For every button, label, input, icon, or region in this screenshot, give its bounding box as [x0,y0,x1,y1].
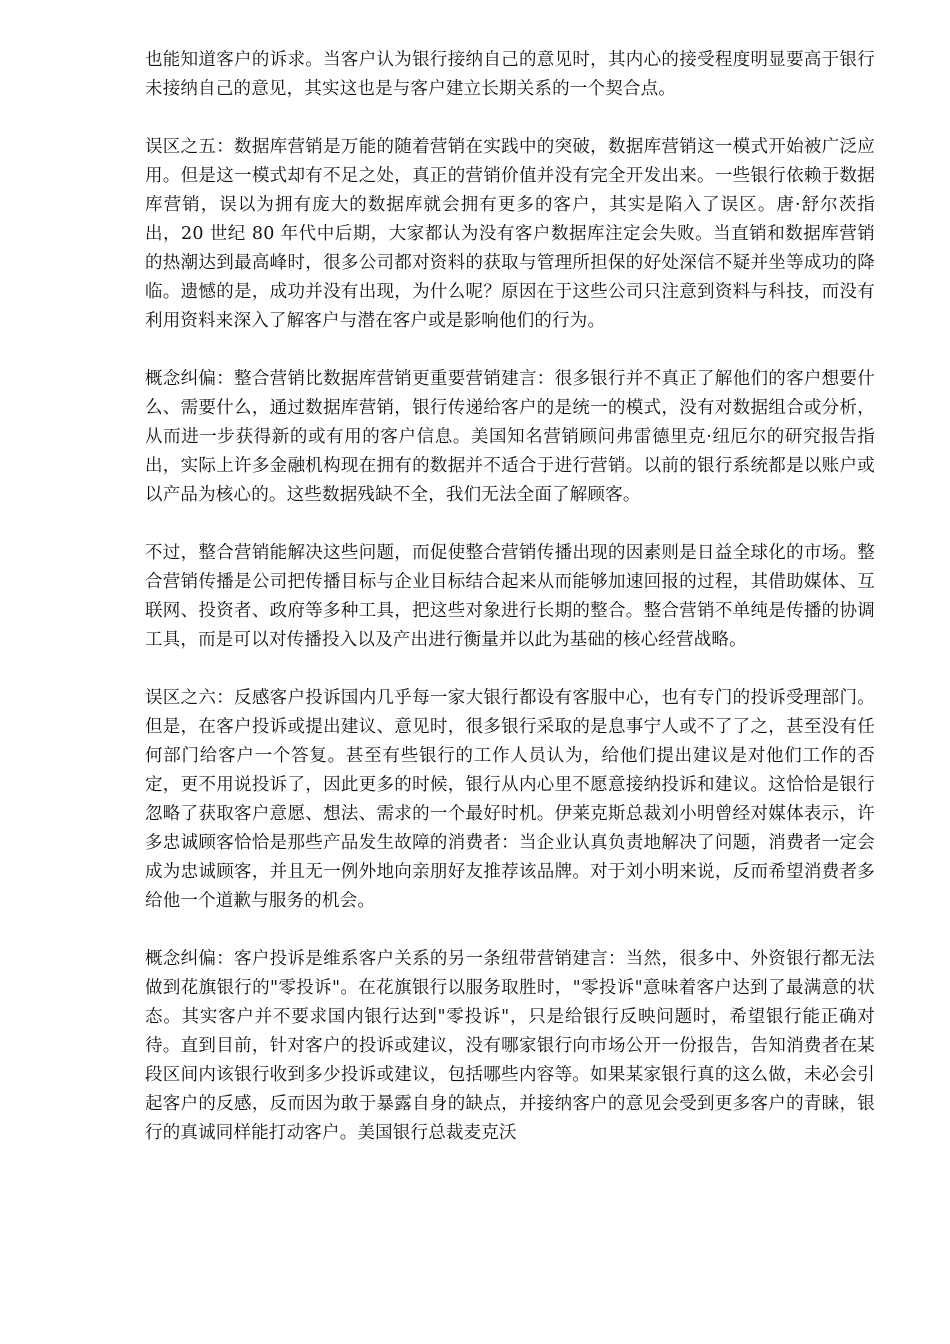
paragraph-4: 不过，整合营销能解决这些问题，而促使整合营销传播出现的因素则是日益全球化的市场。整合营销传播是公司把传播目标与企业目标结合起来从而能够加速回报的过程，其借助媒体、互联网、投资者、政府等多种工具，把这些对象进行长期的整合。整合营销不单纯是传播的协调工具，而是可以对传播投入以及产出进行衡量并以此为基础的核心经营战略。 [145,543,875,650]
document-body [145,46,875,1148]
paragraph-6: 概念纠偏：客户投诉是维系客户关系的另一条纽带营销建言：当然，很多中、外资银行都无法做到花旗银行的"零投诉"。在花旗银行以服务取胜时，"零投诉"意味着客户达到了最满意的状态。其实客户并不要求国内银行达到"零投诉"，只是给银行反映问题时，希望银行能正确对待。直到目前，针对客户的投诉或建议，没有哪家银行向市场公开一份报告，告知消费者在某段区间内该银行收到多少投诉或建议，包括哪些内容等。如果某家银行真的这么做，未必会引起客户的反感，反而因为敢于暴露自身的缺点，并接纳客户的意见会受到更多客户的青睐，银行的真诚同样能打动客户。美国银行总裁麦克沃 [145,949,875,1143]
paragraph-1: 也能知道客户的诉求。当客户认为银行接纳自己的意见时，其内心的接受程度明显要高于银行未接纳自己的意见，其实这也是与客户建立长期关系的一个契合点。 [145,50,875,99]
paragraph-3: 概念纠偏：整合营销比数据库营销更重要营销建言：很多银行并不真正了解他们的客户想要什么、需要什么，通过数据库营销，银行传递给客户的是统一的模式，没有对数据组合或分析，从而进一步获得新的或有用的客户信息。美国知名营销顾问弗雷德里克·纽厄尔的研究报告指出，实际上许多金融机构现在拥有的数据并不适合于进行营销。以前的银行系统都是以账户或以产品为核心的。这些数据残缺不全，我们无法全面了解顾客。 [145,369,875,505]
paragraph-5: 误区之六：反感客户投诉国内几乎每一家大银行都设有客服中心，也有专门的投诉受理部门。但是，在客户投诉或提出建议、意见时，很多银行采取的是息事宁人或不了了之，甚至没有任何部门给客户一个答复。甚至有些银行的工作人员认为，给他们提出建议是对他们工作的否定，更不用说投诉了，因此更多的时候，银行从内心里不愿意接纳投诉和建议。这恰恰是银行忽略了获取客户意愿、想法、需求的一个最好时机。伊莱克斯总裁刘小明曾经对媒体表示，许多忠诚顾客恰恰是那些产品发生故障的消费者：当企业认真负责地解决了问题，消费者一定会成为忠诚顾客，并且无一例外地向亲朋好友推荐该品牌。对于刘小明来说，反而希望消费者多给他一个道歉与服务的机会。 [145,688,875,911]
paragraph-2: 误区之五：数据库营销是万能的随着营销在实践中的突破，数据库营销这一模式开始被广泛应用。但是这一模式却有不足之处，真正的营销价值并没有完全开发出来。一些银行依赖于数据库营销，误以为拥有庞大的数据库就会拥有更多的客户，其实是陷入了误区。唐·舒尔茨指出，20 世纪 80 年代中后期，大家都认为没有客户数据库注定会失败。当直销和数据库营销的热潮达到最高峰时，很多公司都对资料的获取与管理所担保的好处深信不疑并坐等成功的降临。遗憾的是，成功并没有出现，为什么呢？原因在于这些公司只注意到资料与科技，而没有利用资料来深入了解客户与潜在客户或是影响他们的行为。 [145,137,875,331]
